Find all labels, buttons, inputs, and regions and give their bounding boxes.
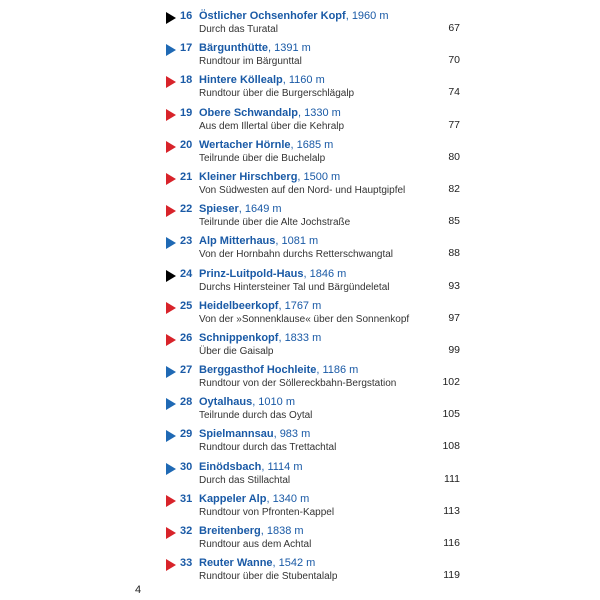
entry-number: 18 bbox=[180, 74, 193, 87]
entry-subtitle: Teilrunde über die Alte Jochstraße bbox=[199, 217, 351, 229]
entry-name: Einödsbach bbox=[199, 460, 262, 473]
toc-entry bbox=[0, 137, 600, 169]
entry-title bbox=[199, 235, 318, 247]
entry-title bbox=[199, 557, 315, 569]
toc-entry bbox=[0, 72, 600, 104]
triangle-marker-icon bbox=[166, 302, 176, 314]
toc-entry bbox=[0, 298, 600, 330]
entry-name: Spieser bbox=[199, 203, 239, 216]
entry-subtitle: Durch das Turatal bbox=[199, 24, 278, 35]
entry-elevation: , 1500 m bbox=[297, 170, 341, 183]
entry-title bbox=[199, 300, 321, 312]
entry-number: 32 bbox=[180, 525, 193, 537]
triangle-marker-icon bbox=[166, 44, 176, 56]
entry-title bbox=[199, 203, 282, 215]
entry-page: 67 bbox=[448, 22, 460, 34]
entry-title bbox=[199, 364, 358, 376]
entry-elevation: , 1833 m bbox=[278, 331, 322, 344]
entry-number: 16 bbox=[180, 10, 193, 22]
triangle-marker-icon bbox=[166, 270, 176, 282]
page-number: 4 bbox=[135, 584, 142, 596]
entry-name: Obere Schwandalp bbox=[199, 106, 299, 119]
entry-name: Breitenberg bbox=[199, 525, 261, 537]
entry-number: 33 bbox=[180, 557, 193, 570]
entry-subtitle: Rundtour aus dem Achtal bbox=[199, 539, 312, 550]
toc-entry bbox=[0, 8, 600, 40]
entry-subtitle: Über die Gaisalp bbox=[199, 345, 274, 357]
entry-elevation: , 1649 m bbox=[238, 203, 282, 216]
entry-number: 23 bbox=[180, 235, 193, 248]
toc-entry bbox=[0, 169, 600, 201]
triangle-marker-icon bbox=[166, 495, 176, 507]
entry-title bbox=[199, 139, 333, 151]
triangle-marker-icon bbox=[166, 334, 176, 346]
entry-name: Bärgunthütte bbox=[199, 42, 269, 55]
entry-name: Prinz-Luitpold-Haus bbox=[199, 267, 304, 280]
entry-page: 119 bbox=[443, 569, 460, 582]
entry-elevation: , 1081 m bbox=[275, 235, 319, 248]
toc-entry bbox=[0, 362, 600, 394]
entry-page: 93 bbox=[448, 279, 460, 292]
entry-name: Spielmannsau bbox=[199, 428, 274, 441]
triangle-marker-icon bbox=[166, 463, 176, 475]
entry-page: 99 bbox=[448, 343, 460, 356]
entry-number: 28 bbox=[180, 396, 193, 409]
entry-title bbox=[199, 461, 303, 473]
entry-name: Östlicher Ochsenhofer Kopf bbox=[199, 10, 346, 22]
entry-number: 25 bbox=[180, 299, 193, 312]
entry-page: 74 bbox=[448, 86, 460, 99]
entry-number: 19 bbox=[180, 106, 193, 119]
entry-title bbox=[199, 525, 304, 537]
entry-number: 17 bbox=[180, 42, 193, 55]
triangle-marker-icon bbox=[166, 398, 176, 410]
entry-subtitle: Von der Hornbahn durchs Retterschwangtal bbox=[199, 249, 394, 261]
triangle-marker-icon bbox=[166, 141, 176, 153]
entry-number: 29 bbox=[180, 428, 193, 441]
entry-name: Berggasthof Hochleite bbox=[199, 364, 317, 377]
toc-entry bbox=[0, 523, 600, 555]
toc-entry bbox=[0, 266, 600, 298]
entry-page: 88 bbox=[448, 247, 460, 260]
entry-subtitle: Aus dem Illertal über die Kehralp bbox=[199, 120, 345, 132]
entry-page: 97 bbox=[448, 311, 460, 324]
entry-subtitle: Von der »Sonnenklause« über den Sonnenkopf bbox=[199, 313, 410, 325]
entry-number: 31 bbox=[180, 492, 193, 505]
entry-name: Wertacher Hörnle bbox=[199, 138, 291, 151]
entry-elevation: , 1340 m bbox=[266, 492, 310, 505]
toc-entry bbox=[0, 555, 600, 587]
entry-subtitle: Durchs Hintersteiner Tal und Bärgündeletal bbox=[199, 281, 390, 293]
entry-elevation: , 1186 m bbox=[316, 364, 359, 377]
entry-title bbox=[199, 428, 310, 440]
entry-elevation: , 1960 m bbox=[345, 10, 389, 22]
entry-elevation: , 1010 m bbox=[252, 396, 295, 409]
toc-entry bbox=[0, 201, 600, 233]
entry-subtitle: Teilrunde durch das Oytal bbox=[199, 410, 313, 422]
entry-elevation: , 1685 m bbox=[290, 138, 334, 151]
entry-name: Hintere Köllealp bbox=[199, 74, 283, 87]
entry-name: Kleiner Hirschberg bbox=[199, 170, 298, 183]
entry-title bbox=[199, 493, 309, 505]
entry-number: 20 bbox=[180, 138, 193, 151]
toc-entry bbox=[0, 233, 600, 265]
entry-title bbox=[199, 396, 295, 408]
toc-entry bbox=[0, 330, 600, 362]
triangle-marker-icon bbox=[166, 527, 176, 539]
entry-number: 26 bbox=[180, 331, 193, 344]
entry-page: 77 bbox=[448, 118, 460, 131]
entry-subtitle: Rundtour im Bärgunttal bbox=[199, 56, 302, 68]
entry-subtitle: Durch das Stillachtal bbox=[199, 474, 291, 486]
entry-elevation: , 1114 m bbox=[261, 460, 303, 473]
entry-number: 27 bbox=[180, 364, 193, 377]
toc-entry bbox=[0, 491, 600, 523]
entry-page: 85 bbox=[448, 215, 460, 228]
entry-name: Schnippenkopf bbox=[199, 331, 279, 344]
entry-page: 108 bbox=[442, 440, 460, 453]
entry-title bbox=[199, 74, 325, 86]
entry-subtitle: Rundtour durch das Trettachtal bbox=[199, 442, 337, 454]
entry-subtitle: Rundtour von der Söllereckbahn-Bergstation bbox=[199, 378, 397, 390]
entry-subtitle: Rundtour über die Burgerschlägalp bbox=[199, 88, 355, 100]
entry-number: 24 bbox=[180, 267, 193, 280]
toc-entry bbox=[0, 459, 600, 491]
triangle-marker-icon bbox=[166, 12, 176, 24]
toc-entry bbox=[0, 394, 600, 426]
entry-title bbox=[199, 332, 321, 344]
entry-name: Heidelbeerkopf bbox=[199, 299, 279, 312]
entry-subtitle: Von Südwesten auf den Nord- und Hauptgipfel bbox=[199, 184, 406, 196]
toc-list bbox=[0, 8, 600, 587]
entry-title bbox=[199, 10, 389, 22]
entry-page: 82 bbox=[448, 182, 460, 195]
entry-name: Reuter Wanne bbox=[199, 557, 273, 570]
entry-name: Alp Mitterhaus bbox=[199, 235, 276, 248]
triangle-marker-icon bbox=[166, 559, 176, 571]
entry-elevation: , 1160 m bbox=[282, 74, 325, 87]
triangle-marker-icon bbox=[166, 237, 176, 249]
entry-elevation: , 1838 m bbox=[260, 525, 304, 537]
entry-number: 30 bbox=[180, 460, 193, 473]
toc-entry bbox=[0, 105, 600, 137]
entry-page: 111 bbox=[444, 472, 460, 485]
entry-elevation: , 1767 m bbox=[278, 299, 322, 312]
entry-title bbox=[199, 107, 341, 119]
triangle-marker-icon bbox=[166, 76, 176, 88]
entry-elevation: , 983 m bbox=[273, 428, 311, 441]
entry-subtitle: Rundtour von Pfronten-Kappel bbox=[199, 506, 335, 518]
entry-title bbox=[199, 171, 340, 183]
entry-page: 105 bbox=[442, 408, 460, 421]
entry-page: 80 bbox=[448, 150, 460, 163]
triangle-marker-icon bbox=[166, 173, 176, 185]
entry-elevation: , 1391 m bbox=[268, 42, 311, 55]
entry-title bbox=[199, 42, 311, 54]
toc-entry bbox=[0, 40, 600, 72]
entry-page: 116 bbox=[443, 537, 460, 549]
entry-elevation: , 1542 m bbox=[272, 557, 316, 570]
entry-page: 70 bbox=[448, 54, 460, 67]
entry-name: Kappeler Alp bbox=[199, 492, 267, 505]
entry-number: 21 bbox=[180, 170, 193, 183]
entry-title bbox=[199, 268, 346, 280]
entry-number: 22 bbox=[180, 203, 193, 216]
triangle-marker-icon bbox=[166, 366, 176, 378]
triangle-marker-icon bbox=[166, 109, 176, 121]
entry-subtitle: Teilrunde über die Buchelalp bbox=[199, 152, 326, 164]
entry-subtitle: Rundtour über die Stubentalalp bbox=[199, 571, 338, 583]
entry-page: 102 bbox=[442, 376, 460, 389]
triangle-marker-icon bbox=[166, 205, 176, 217]
toc-entry bbox=[0, 426, 600, 458]
triangle-marker-icon bbox=[166, 430, 176, 442]
entry-name: Oytalhaus bbox=[199, 396, 253, 409]
entry-page: 113 bbox=[443, 504, 460, 517]
entry-elevation: , 1846 m bbox=[303, 267, 347, 280]
entry-elevation: , 1330 m bbox=[298, 106, 341, 119]
